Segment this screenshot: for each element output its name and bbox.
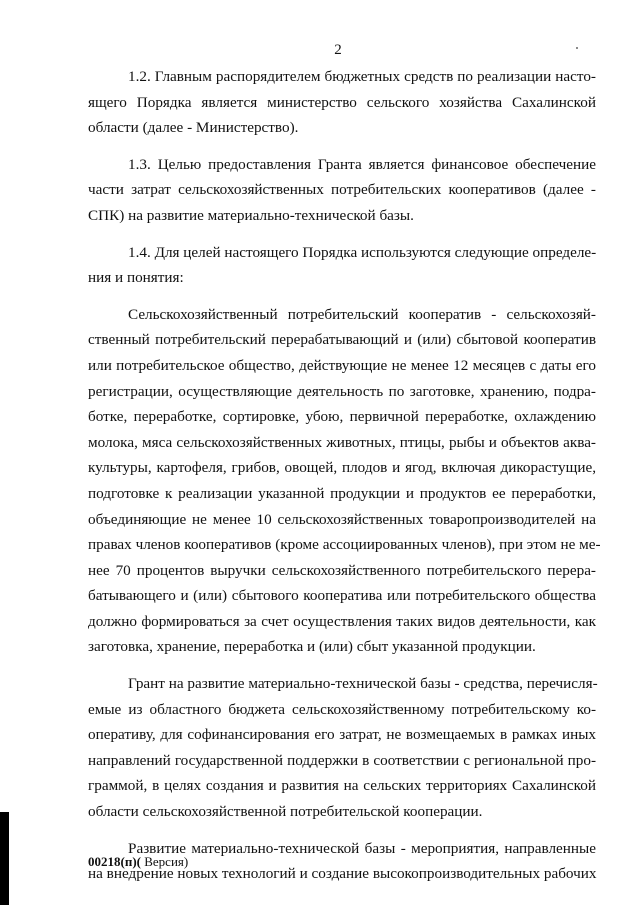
text-line: области сельскохозяйственной потребительской кооперации. <box>88 803 483 821</box>
document-code-number: 00218(п)( <box>88 854 141 869</box>
text-line: молока, мяса сельскохозяйственных животных, птицы, рыбы и объектов аква- <box>88 433 596 451</box>
text-line: Развитие материально-технической базы - мероприятия, направленные <box>128 839 596 857</box>
text-line: Грант на развитие материально-технической базы - средства, перечисля- <box>128 675 598 693</box>
text-line: культуры, картофеля, грибов, овощей, плодов и ягод, включая дикорастущие, <box>88 459 596 477</box>
document-version-label: Версия) <box>140 854 189 869</box>
paragraph-1-3 <box>88 152 596 229</box>
definition-grant <box>88 671 596 825</box>
text-line: направлений государственной поддержки в соответствии с региональной про- <box>88 751 596 769</box>
paragraph-1-4 <box>88 240 596 291</box>
document-body <box>88 64 601 887</box>
text-line: Сельскохозяйственный потребительский кооператив - сельскохозяй- <box>128 305 596 323</box>
text-line: 1.2. Главным распорядителем бюджетных средств по реализации насто- <box>128 68 596 85</box>
scan-edge-bar <box>0 812 9 905</box>
text-line: заготовка, хранение, переработка и (или) сбыт указанной продукции. <box>88 638 536 656</box>
text-line: граммой, в целях создания и развития на сельских территориях Сахалинской <box>88 777 596 795</box>
text-line: оперативу, для софинансирования его затрат, не возмещаемых в рамках иных <box>88 726 596 744</box>
definition-cooperative <box>88 302 601 660</box>
text-line: регистрации, осуществляющие деятельность по заготовке, хранению, подра- <box>88 382 596 400</box>
text-line: 1.4. Для целей настоящего Порядка используются следующие определе- <box>128 243 597 261</box>
text-line: ственный потребительский перерабатывающий и (или) сбытовой кооператив <box>88 331 596 349</box>
text-line: правах членов кооперативов (кроме ассоциированных членов), при этом не ме- <box>88 536 601 554</box>
paragraph-1-2 <box>88 64 596 141</box>
text-line: должно формироваться за счет осуществления таких видов деятельности, как <box>88 612 596 630</box>
text-line: объединяющие не менее 10 сельскохозяйственных товаропроизводителей на <box>88 510 596 528</box>
text-line: подготовке к реализации указанной продукции и продуктов ее переработки, <box>88 484 596 502</box>
text-line: емые из областного бюджета сельскохозяйственному потребительскому ко- <box>88 700 596 718</box>
text-line: области (далее - Министерство). <box>88 119 299 137</box>
text-line: части затрат сельскохозяйственных потребительских кооперативов (далее - <box>88 181 596 199</box>
text-line: ния и понятия: <box>88 269 184 287</box>
text-line: ящего Порядка является министерство сельского хозяйства Сахалинской <box>88 93 596 111</box>
text-line: ботке, переработке, сортировке, убою, первичной переработке, охлаждению <box>88 408 596 426</box>
text-line: или потребительское общество, действующие не менее 12 месяцев с даты его <box>88 356 596 374</box>
text-line: батывающего и (или) сбытового кооператива или потребительского общества <box>88 587 596 605</box>
page-number: 2 <box>334 42 342 58</box>
text-line: СПК) на развитие материально-технической базы. <box>88 206 414 224</box>
document-code <box>88 854 188 870</box>
text-line: на внедрение новых технологий и создание высокопроизводительных рабочих <box>88 865 597 883</box>
text-line: 1.3. Целью предоставления Гранта является финансовое обеспечение <box>128 155 596 173</box>
scan-speck <box>576 47 578 49</box>
text-line: нее 70 процентов выручки сельскохозяйственного потребительского перера- <box>88 561 596 579</box>
